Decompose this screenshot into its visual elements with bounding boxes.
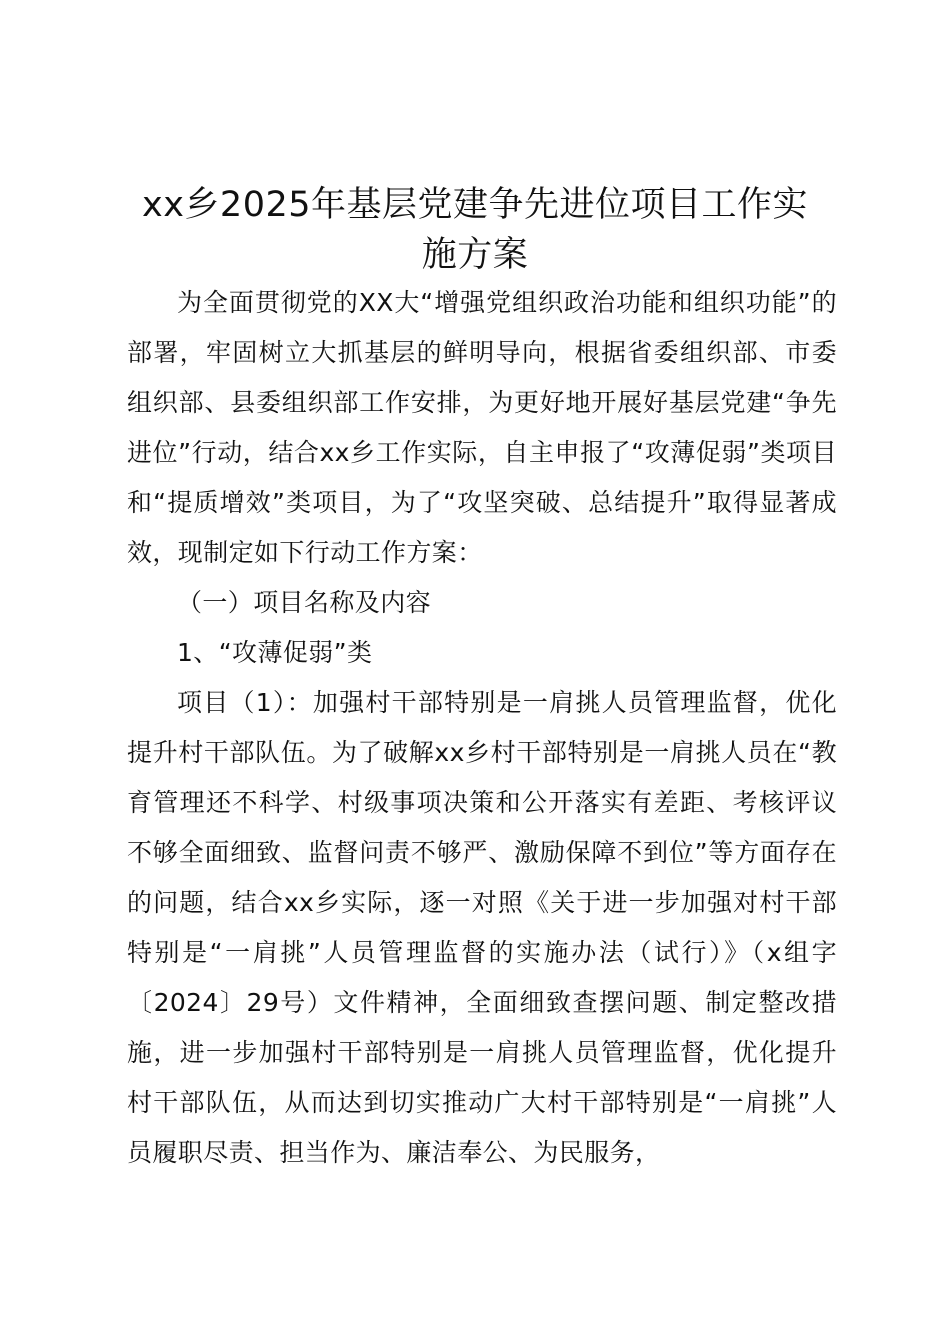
section-heading: （一）项目名称及内容 xyxy=(177,588,432,617)
title-line-2: 施方案 xyxy=(421,235,529,275)
project-paragraph: 项目（1）：加强村干部特别是一肩挑人员管理监督，优化提升村干部队伍。为了破解xx乡村干部特别是一肩挑人员在“教育管理还不科学、村级事项决策和公开落实有差距、考核评议不够全面细致、监督问责不够严、激励保障不到位”等方面存在的问题，结合xx乡实际，逐一对照《关于进一步加强对村干部特别是“一肩挑”人员管理监督的实施办法（试行）》（x组字〔2024〕29号）文件精神，全面细致查摆问题、制定整改措施，进一步加强村干部特别是一肩挑人员管理监督，优化提升村干部队伍，从而达到切实推动广大村干部特别是“一肩挑”人员履职尽责、担当作为、廉洁奉公、为民服务， xyxy=(127,688,837,1167)
subsection-heading: 1、“攻薄促弱”类 xyxy=(177,638,373,667)
intro-paragraph: 为全面贯彻党的XX大“增强党组织政治功能和组织功能”的部署，牢固树立大抓基层的鲜明导向，根据省委组织部、市委组织部、县委组织部工作安排，为更好地开展好基层党建“争先进位”行动，结合xx乡工作实际，自主申报了“攻薄促弱”类项目和“提质增效”类项目，为了“攻坚突破、总结提升”取得显著成效，现制定如下行动工作方案： xyxy=(127,288,837,567)
document-body xyxy=(127,278,837,1178)
document-title xyxy=(110,180,840,280)
title-line-1: xx乡2025年基层党建争先进位项目工作实 xyxy=(142,185,808,225)
